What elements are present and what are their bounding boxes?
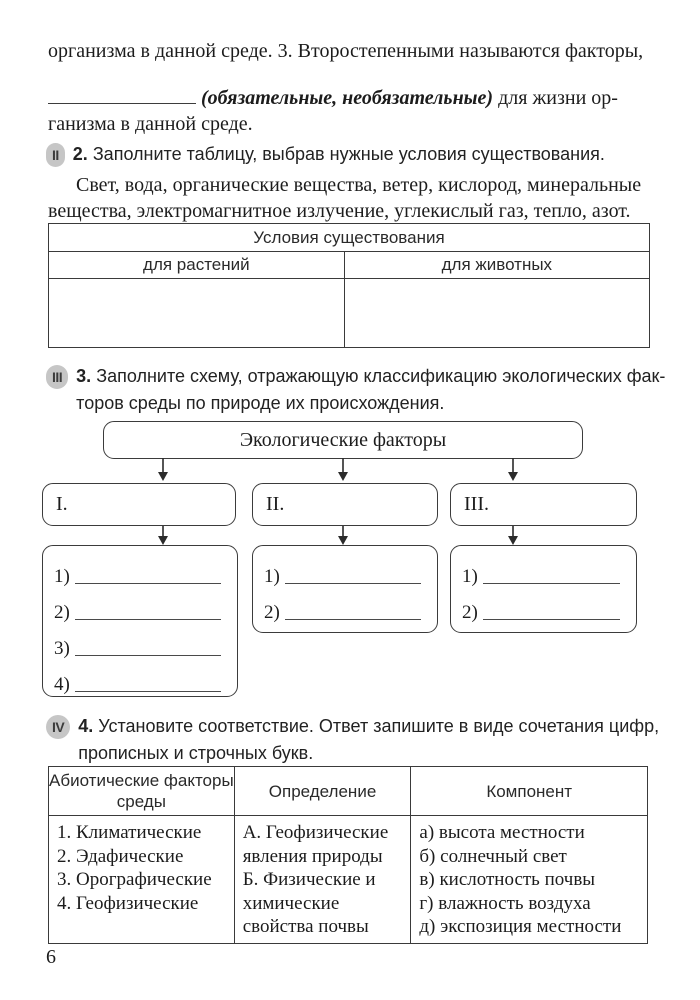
component-item: д) экспозиция местности [419,916,622,937]
scheme-branch-2-label: II. [266,493,285,515]
scheme-root-box [103,421,583,459]
scheme-branch-3-label: III. [464,493,489,515]
definition-item: Б. Физические и химические свойства почвы [242,869,376,937]
task4-number: 4. [78,716,94,736]
task2-number: 2. [72,144,88,164]
task3-instruction: 3. Заполните схему, отражающую классификацию экологических фак- торов среды по природе их происхождения. [76,366,666,413]
scheme-leaf-box-2 [252,545,438,633]
fill-in-line[interactable] [285,619,421,620]
matching-table [48,766,648,944]
leaf-item: 1) [451,556,636,589]
arrow-down-icon [336,526,350,545]
conditions-table-title: Условия существования [49,224,650,252]
factor-item: 2. Эдафические [57,845,184,867]
matching-header-component: Компонент [411,767,648,816]
definition-item: А. Геофизические явления природы [242,822,389,867]
fill-in-line[interactable] [75,655,221,656]
matching-header-factors: Абиотические факторы среды [49,767,235,816]
arrow-down-icon [506,526,520,545]
fill-in-line[interactable] [483,583,620,584]
task4-heading [46,713,666,767]
fill-in-line[interactable] [483,619,620,620]
task4-level-badge: IV [46,715,70,739]
factor-item: 4. Геофизические [57,892,199,914]
conditions-col-animals: для животных [344,252,649,279]
matching-factors-cell [49,816,235,944]
task2-instruction: 2. Заполните таблицу, выбрав нужные условия существования. [72,144,605,164]
matching-header-definition: Определение [234,767,411,816]
component-item: б) солнечный свет [419,845,567,867]
leaf-item: 4) [43,661,237,697]
task3-level-badge: III [46,365,68,389]
leaf-item: 3) [43,625,237,661]
scheme-branch-2-box[interactable] [252,483,438,526]
intro-line-1: организма в данной среде. 3. Второстепенными называются факторы, [48,40,644,62]
component-item: а) высота местности [419,822,585,843]
fill-in-line[interactable] [75,583,221,584]
component-item: в) кислотность почвы [419,869,596,890]
scheme-leaf-box-3 [450,545,637,633]
task3-number: 3. [76,366,92,386]
arrow-down-icon [156,458,170,481]
leaf-item: 1) [43,556,237,589]
conditions-col-plants: для растений [49,252,345,279]
scheme-root-label: Экологические факторы [239,429,447,451]
leaf-item: 2) [451,589,636,625]
task4-instruction: 4. Установите соответствие. Ответ запишите в виде сочетания цифр, прописных и строчных букв. [78,716,660,763]
arrow-down-icon [506,458,520,481]
factor-item: 1. Климатические [57,822,202,843]
scheme-branch-1-box[interactable] [42,483,236,526]
scheme-branch-1-label: I. [56,493,68,515]
arrow-down-icon [156,526,170,545]
page-number: 6 [46,946,56,968]
matching-definitions-cell [234,816,411,944]
leaf-item: 1) [253,556,437,589]
task2-level-badge: II [46,143,65,167]
leaf-item: 2) [43,589,237,625]
scheme-branch-3-box[interactable] [450,483,637,526]
scheme-leaf-box-1 [42,545,238,697]
fill-in-line[interactable] [75,619,221,620]
fill-in-line[interactable] [285,583,421,584]
arrow-down-icon [336,458,350,481]
fill-in-line[interactable] [75,691,221,692]
word-bank-line-1: Свет, вода, органические вещества, ветер, кислород, минеральные [76,174,642,196]
component-item: г) влажность воздуха [419,892,591,914]
word-bank-line-2: вещества, электромагнитное излучение, углекислый газ, тепло, азот. [48,200,631,222]
leaf-item: 2) [253,589,437,625]
matching-components-cell [411,816,648,944]
intro-line-2-tail: для жизни ор- [493,87,618,109]
intro-line-3: ганизма в данной среде. [48,113,253,135]
intro-hint: (обязательные, необязательные) [201,87,494,109]
factor-item: 3. Орографические [57,869,212,890]
